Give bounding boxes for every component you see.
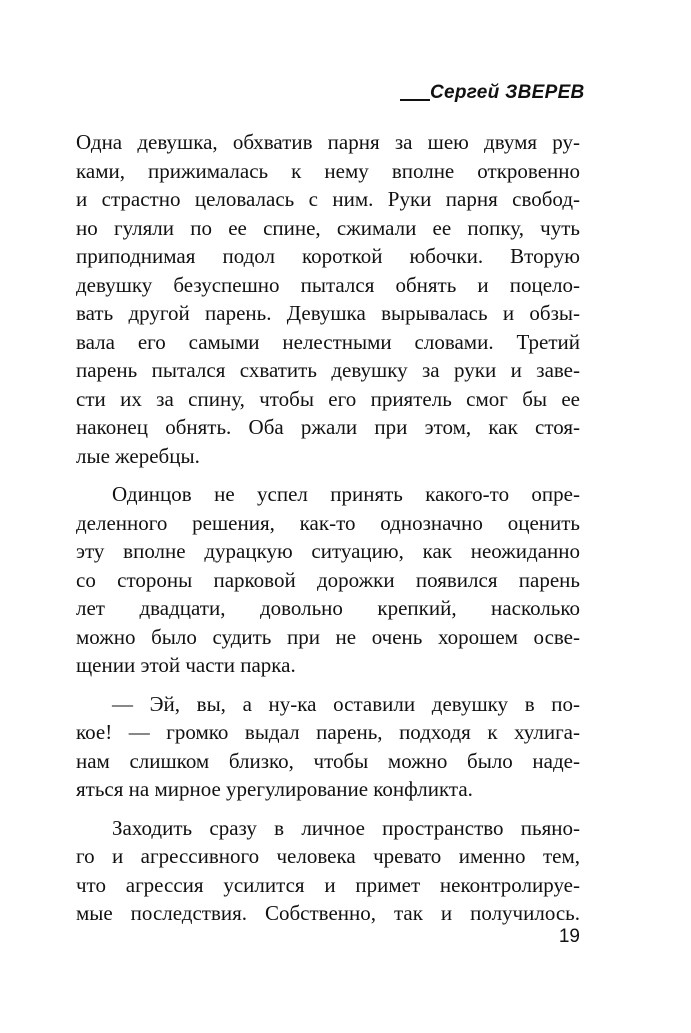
text-line: вала его самыми нелестными словами. Третий [76, 329, 580, 354]
text-line: — Эй, вы, а ну-ка оставили девушку в по- [112, 691, 580, 716]
page-number: 19 [558, 926, 580, 947]
text-line: лые жеребцы. [76, 443, 200, 468]
running-header [400, 82, 585, 108]
text-line: мые последствия. Собственно, так и получилось. [76, 901, 580, 925]
paragraph-gap [76, 680, 580, 690]
text-line: наконец обнять. Оба ржали при этом, как стоя- [76, 415, 580, 439]
text-line: го и агрессивного человека чревато именно тем, [76, 844, 580, 868]
text-line: щении этой части парка. [76, 653, 296, 677]
text-line: Одна девушка, обхватив парня за шею двумя ру- [76, 130, 580, 154]
text-line: и страстно целовалась с ним. Руки парня свобод- [76, 187, 580, 211]
text-line: вать другой парень. Девушка вырывалась и обзы- [76, 301, 580, 325]
paragraph-2 [76, 480, 580, 680]
text-line: эту вполне дурацкую ситуацию, как неожиданно [76, 539, 580, 563]
text-line: сти их за спину, чтобы его приятель смог бы ее [76, 386, 580, 411]
text-line: Заходить сразу в личное пространство пьяно- [112, 815, 580, 840]
text-line: что агрессия усилится и примет неконтролируе- [76, 872, 580, 897]
text-line: лет двадцати, довольно крепкий, насколько [76, 596, 580, 620]
text-line: нам слишком близко, чтобы можно было наде- [76, 748, 580, 773]
text-line: парень пытался схватить девушку за руки и заве- [76, 358, 580, 382]
text-line: но гуляли по ее спине, сжимали ее попку, чуть [76, 215, 580, 240]
paragraph-1 [76, 128, 580, 470]
header-rule [400, 99, 430, 101]
paragraph-4 [76, 814, 580, 928]
paragraph-gap [76, 470, 580, 480]
text-line: Одинцов не успел принять какого-то опре- [112, 482, 580, 506]
text-line: ками, прижималась к нему вполне откровенно [76, 158, 580, 183]
paragraph-3 [76, 690, 580, 804]
text-line: девушку безуспешно пытался обнять и поцело- [76, 272, 580, 297]
text-line: можно было судить при не очень хорошем осве- [76, 624, 580, 649]
running-title: Сергей ЗВЕРЕВ [430, 82, 585, 103]
text-line: кое! — громко выдал парень, подходя к хулига- [76, 720, 580, 744]
paragraph-gap [76, 804, 580, 814]
text-line: приподнимая подол короткой юбочки. Вторую [76, 244, 580, 268]
text-line: яться на мирное урегулирование конфликта. [76, 777, 473, 801]
text-line: со стороны парковой дорожки появился парень [76, 567, 580, 592]
body-text [76, 128, 580, 928]
text-line: деленного решения, как-то однозначно оценить [76, 510, 580, 535]
